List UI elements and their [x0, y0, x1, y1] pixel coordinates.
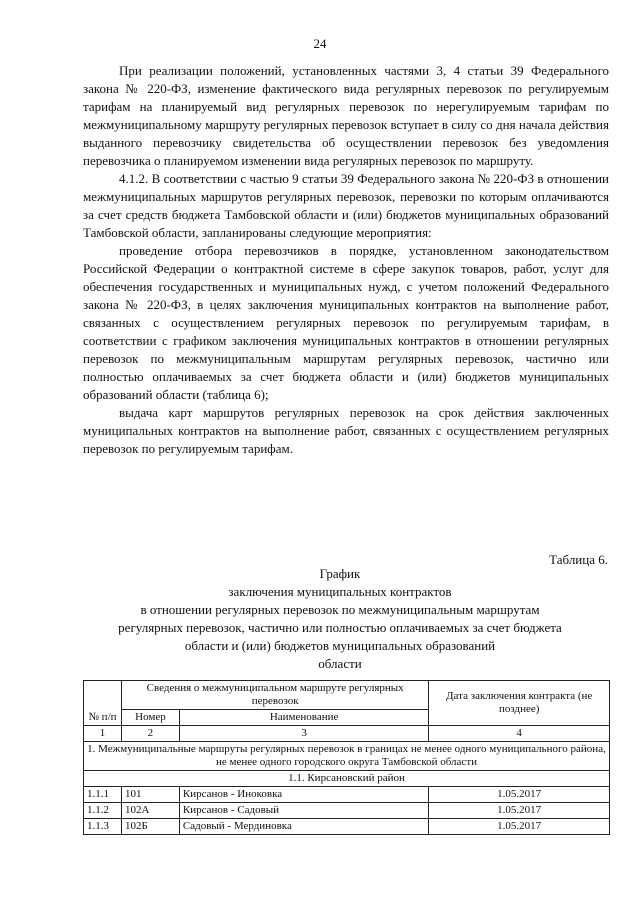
- row-index: 1.1.2: [84, 803, 122, 819]
- subsection-row: [84, 771, 610, 787]
- col-index: 3: [179, 726, 428, 742]
- header-date: Дата заключения контракта (не позднее): [429, 681, 610, 726]
- header-name: Наименование: [179, 710, 428, 726]
- table-title: [70, 565, 610, 673]
- route-name: Садовый - Мердиновка: [179, 819, 428, 835]
- body-text: [83, 62, 609, 458]
- contracts-table: [83, 680, 610, 835]
- header-num: № п/п: [84, 681, 122, 726]
- contract-date: 1.05.2017: [429, 787, 610, 803]
- table-row: [84, 803, 610, 819]
- route-number: 102Б: [121, 819, 179, 835]
- title-line: заключения муниципальных контрактов: [228, 584, 452, 599]
- paragraph-4: выдача карт маршрутов регулярных перевозок на срок действия заключенных муниципальных контрактов на выполнение работ, связанных с осуществлением регулярных перевозок по регулируемым тарифам.: [83, 405, 609, 456]
- paragraph-3: проведение отбора перевозчиков в порядке, установленном законодательством Российской Федерации о контрактной системе в сфере закупок товаров, работ, услуг для обеспечения государственных и муниципальных нужд, с учетом положений Федерального закона № 220-ФЗ, в целях заключения муниципальных контрактов на выполнение работ, связанных с осуществлением регулярных перевозок по регулируемым тарифам, в соответствии с графиком заключения муниципальных контрактов в отношении регулярных перевозок по межмуниципальным маршрутам регулярных перевозок, частично или полностью оплачиваемых за счет бюджета области и (или) бюджетов муниципальных образований области (таблица 6);: [83, 243, 609, 402]
- column-index-row: [84, 726, 610, 742]
- table-label: Таблица 6.: [549, 552, 608, 567]
- paragraph-2: 4.1.2. В соответствии с частью 9 статьи 39 Федерального закона № 220-ФЗ в отношении межмуниципальных маршрутов регулярных перевозок, перевозки по которым оплачиваются за счет средств бюджета Тамбовской области и (или) бюджетов муниципальных образований Тамбовской области, запланированы следующие мероприятия:: [83, 171, 609, 240]
- contract-date: 1.05.2017: [429, 803, 610, 819]
- title-line: области: [318, 656, 362, 671]
- page-number: 24: [313, 36, 327, 51]
- header-number: Номер: [121, 710, 179, 726]
- row-index: 1.1.3: [84, 819, 122, 835]
- title-line: в отношении регулярных перевозок по межмуниципальным маршрутам: [140, 602, 540, 617]
- col-index: 4: [429, 726, 610, 742]
- col-index: 1: [84, 726, 122, 742]
- section-heading: 1. Межмуниципальные маршруты регулярных перевозок в границах не менее одного муниципального района, не менее одного городского округа Тамбовской области: [84, 742, 610, 771]
- table-row: [84, 819, 610, 835]
- col-index: 2: [121, 726, 179, 742]
- subsection-heading: 1.1. Кирсановский район: [84, 771, 610, 787]
- paragraph-1: При реализации положений, установленных частями 3, 4 статьи 39 Федерального закона № 220-ФЗ, изменение фактического вида регулярных перевозок по регулируемым тарифам на планируемый вид регулярных перевозок по нерегулируемым тарифам по межмуниципальному маршруту регулярных перевозок вступает в силу со дня начала действия выданного перевозчику свидетельства об осуществлении перевозок без уведомления перевозчика о планируемом изменении вида регулярных перевозок по маршруту.: [83, 63, 609, 168]
- contract-date: 1.05.2017: [429, 819, 610, 835]
- title-line: График: [319, 566, 361, 581]
- header-route-info: Сведения о межмуниципальном маршруте регулярных перевозок: [121, 681, 428, 710]
- title-line: регулярных перевозок, частично или полностью оплачиваемых за счет бюджета: [118, 620, 562, 635]
- title-line: области и (или) бюджетов муниципальных образований: [184, 638, 496, 653]
- table-header-row: [84, 681, 610, 710]
- table-row: [84, 787, 610, 803]
- section-row: [84, 742, 610, 771]
- route-name: Кирсанов - Садовый: [179, 803, 428, 819]
- route-number: 101: [121, 787, 179, 803]
- route-name: Кирсанов - Иноковка: [179, 787, 428, 803]
- row-index: 1.1.1: [84, 787, 122, 803]
- route-number: 102А: [121, 803, 179, 819]
